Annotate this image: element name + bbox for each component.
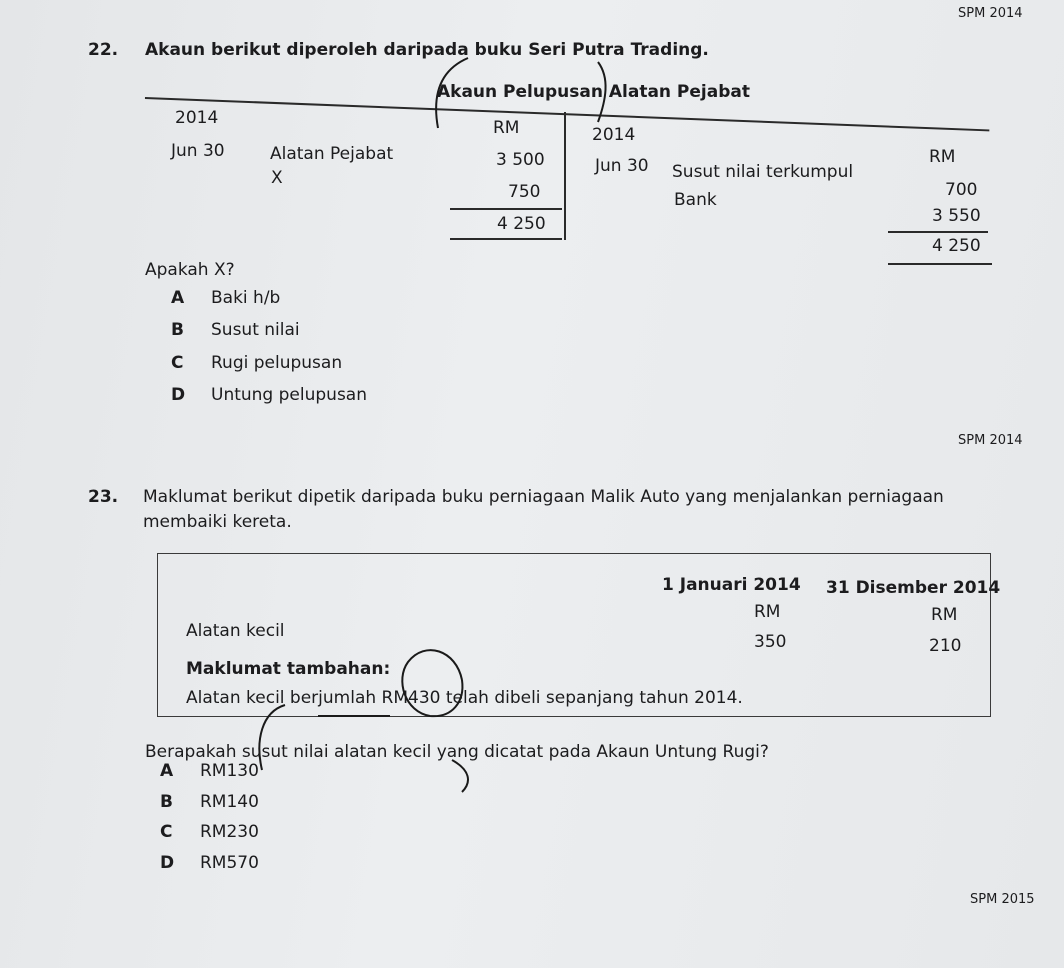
debit-total-rule-top xyxy=(450,208,562,210)
question-22-stem: Akaun berikut diperoleh daripada buku Seri Putra Trading. xyxy=(145,40,709,60)
q23-option-c-text: RM230 xyxy=(200,822,259,842)
q22-option-d-text: Untung pelupusan xyxy=(211,385,367,405)
q22-option-c-letter: C xyxy=(171,353,184,373)
debit-total-rule-bottom xyxy=(450,238,562,240)
table-col1-header: 1 Januari 2014 xyxy=(662,575,801,595)
question-22-prompt: Apakah X? xyxy=(145,260,235,280)
q23-option-d-letter: D xyxy=(160,853,175,873)
credit-row1-amount: 700 xyxy=(945,180,978,200)
debit-year: 2014 xyxy=(175,108,219,128)
credit-total-rule-bottom xyxy=(888,263,992,265)
source-label-q22: SPM 2014 xyxy=(958,6,1023,21)
debit-row1-amount: 3 500 xyxy=(496,150,545,170)
table-row-label: Alatan kecil xyxy=(186,621,285,641)
table-info-text: Alatan kecil berjumlah RM430 telah dibeli sepanjang tahun 2014. xyxy=(186,688,743,708)
q23-option-d-text: RM570 xyxy=(200,853,259,873)
q22-option-a-text: Baki h/b xyxy=(211,288,281,308)
debit-date: Jun 30 xyxy=(171,141,225,161)
credit-row2-desc: Bank xyxy=(674,190,717,210)
pen-bracket-bottom-right xyxy=(452,760,468,792)
question-23-stem-line1: Maklumat berikut dipetik daripada buku perniagaan Malik Auto yang menjalankan perniagaan xyxy=(143,487,944,507)
debit-row2-desc: X xyxy=(271,168,283,188)
q23-option-a-text: RM130 xyxy=(200,761,259,781)
q22-option-d-letter: D xyxy=(171,385,186,405)
q23-option-b-text: RM140 xyxy=(200,792,259,812)
account-title: Akaun Pelupusan Alatan Pejabat xyxy=(437,82,750,102)
credit-row2-amount: 3 550 xyxy=(932,206,981,226)
credit-total: 4 250 xyxy=(932,236,981,256)
credit-currency: RM xyxy=(929,147,956,167)
q22-option-c-text: Rugi pelupusan xyxy=(211,353,343,373)
q23-option-a-letter: A xyxy=(160,761,174,781)
debit-row1-desc: Alatan Pejabat xyxy=(270,144,394,164)
credit-total-rule-top xyxy=(888,231,988,233)
account-top-rule xyxy=(145,97,989,131)
question-23-stem-line2: membaiki kereta. xyxy=(143,512,292,532)
source-label-footer: SPM 2015 xyxy=(970,892,1035,907)
question-23-prompt: Berapakah susut nilai alatan kecil yang dicatat pada Akaun Untung Rugi? xyxy=(145,742,769,762)
table-col1-value: 350 xyxy=(754,632,787,652)
debit-total: 4 250 xyxy=(497,214,546,234)
source-label-q23: SPM 2014 xyxy=(958,433,1023,448)
question-number-23: 23. xyxy=(88,487,119,507)
q22-option-a-letter: A xyxy=(171,288,185,308)
debit-currency: RM xyxy=(493,118,520,138)
table-col2-currency: RM xyxy=(931,605,958,625)
table-col2-header: 31 Disember 2014 xyxy=(826,578,1001,598)
q22-option-b-letter: B xyxy=(171,320,184,340)
credit-year: 2014 xyxy=(592,125,636,145)
credit-date: Jun 30 xyxy=(595,156,649,176)
q22-option-b-text: Susut nilai xyxy=(211,320,300,340)
account-divider xyxy=(564,112,566,240)
q23-option-c-letter: C xyxy=(160,822,173,842)
q23-option-b-letter: B xyxy=(160,792,173,812)
question-number-22: 22. xyxy=(88,40,119,60)
table-col2-value: 210 xyxy=(929,636,962,656)
table-info-title: Maklumat tambahan: xyxy=(186,659,391,679)
credit-row1-desc: Susut nilai terkumpul xyxy=(672,162,854,182)
debit-row2-amount: 750 xyxy=(508,182,541,202)
table-col1-currency: RM xyxy=(754,602,781,622)
